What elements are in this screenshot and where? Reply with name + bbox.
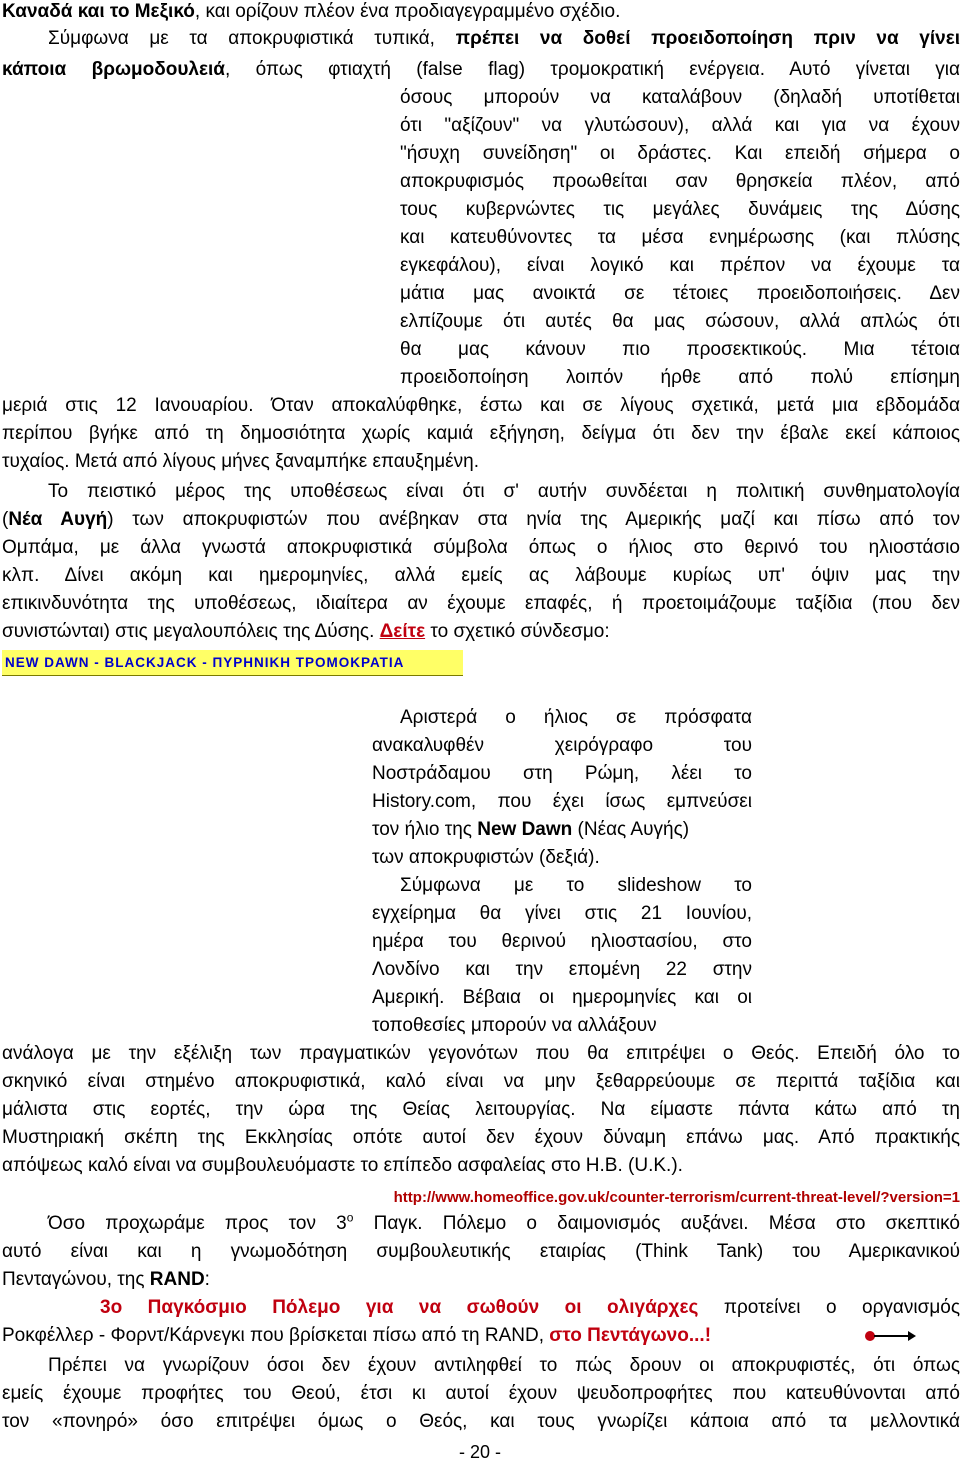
text-line (48, 27, 960, 51)
text-line (2, 58, 960, 82)
text-line: τον «πονηρό» όσο επιτρέψει όμως ο Θεός, και τους γνωρίζει κάποια από τα μελλοντικά (2, 1411, 960, 1432)
text-line: αποκρυφισμός προωθείται σαν θρησκεία πλέον, από (400, 171, 960, 192)
rand-link-line (100, 1296, 960, 1320)
text-segment: συνιστώνται) στις μεγαλουπόλεις της Δύσης. (2, 621, 380, 642)
highlight-text[interactable]: Δείτε (379, 621, 426, 642)
text-line: όσους μπορούν να καταλάβουν (δηλαδή υποτίθεται (400, 87, 960, 108)
text-line: "ήσυχη συνείδηση" οι δράστες. Και επειδή σήμερα ο (400, 143, 960, 164)
text-line: τοποθεσίες μπορούν να αλλάξουν (372, 1015, 657, 1036)
threat-level-link[interactable]: http://www.homeoffice.gov.uk/counter-terrorism/current-threat-level/?version=1 (393, 1189, 960, 1206)
text-line: Ομπάμα, με άλλα γνωστά αποκρυφιστικά σύμβολα όπως ο ήλιος στο θερινό του ηλιοστάσιο (2, 537, 960, 558)
text-line (2, 0, 960, 24)
text-line: μεριά στις 12 Ιανουαρίου. Όταν αποκαλύφθηκε, έστω και σε λίγους σχετικά, μετά μια εβδομάδα (2, 395, 960, 416)
text-line: History.com, που έχει ίσως εμπνεύσει (372, 791, 752, 812)
text-line: εγχείρημα θα γίνει στις 21 Ιουνίου, (372, 903, 752, 924)
text-line: Σύμφωνα με το slideshow το (400, 875, 752, 896)
text-line: Αμερική. Βέβαια οι ημερομηνίες και οι (372, 987, 752, 1008)
text-segment: τον ήλιο της (372, 819, 478, 840)
text-line: θα μας κάνουν πιο προσεκτικούς. Μια τέτοια (400, 339, 960, 360)
text-line: Μυστηριακή σκέπη της Εκκλησίας οπότε αυτοί δεν έχουν δύναμη επάνω μας. Από πρακτικής (2, 1127, 960, 1148)
text-line: Λονδίνο και την επομένη 22 στην (372, 959, 752, 980)
text-segment: Ροκφέλλερ - Φορντ/Κάρνεγκι που βρίσκεται πίσω από τη RAND, (2, 1325, 550, 1346)
bold-text: RAND (149, 1269, 205, 1290)
bold-text: κάποια βρωμοδουλειά (2, 59, 225, 80)
bold-text: Καναδά και το Μεξικό (2, 1, 195, 22)
text-line: Αριστερά ο ήλιος σε πρόσφατα (400, 707, 752, 728)
text-line: Νοστράδαμου στη Ρώμη, λέει το (372, 763, 752, 784)
text-line: μάλιστα στις εορτές, την ώρα της Θείας λειτουργίας. Να είμαστε πάντα κάτω από τη (2, 1099, 960, 1120)
text-segment: ) των αποκρυφιστών που ανέβηκαν στα ηνία της Αμερικής μαζί και πίσω από τον (107, 509, 960, 530)
text-line (48, 1212, 960, 1236)
text-line: Το πειστικό μέρος της υποθέσεως είναι ότι σ' αυτήν συνδέεται η πολιτική συνθηματολογία (48, 481, 960, 502)
new-dawn-link[interactable]: NEW DAWN - BLACKJACK - ΠΥΡΗΝΙΚΗ ΤΡΟΜΟΚΡΑΤΙΑ (2, 650, 463, 676)
text-line: επικινδυνότητα της υποθέσεως, ιδιαίτερα αν έχουμε επαφές, ή προετοιμάζουμε ταξίδια (που δεν (2, 593, 960, 614)
text-line (2, 1324, 711, 1348)
text-line: ότι "αξίζουν" να γλυτώσουν), αλλά και για να έχουν (400, 115, 960, 136)
arrow-bullet-icon (860, 1324, 920, 1348)
text-line (2, 1268, 210, 1292)
text-line: προειδοποίηση λοιπόν ήρθε από πολύ επίσημη (400, 367, 960, 388)
text-line: αυτό είναι και η γνωμοδότηση συμβουλευτικής εταιρίας (Think Tank) του Αμερικανικού (2, 1241, 960, 1262)
text-segment: , και ορίζουν πλέον ένα προδιαγεγραμμένο σχέδιο. (194, 1, 621, 22)
text-line: σκηνικό είναι στημένο αποκρυφιστικά, καλό είναι να μην ξεθαρρεύουμε σε περιττά ταξίδια και (2, 1071, 960, 1092)
text-line: Πρέπει να γνωρίζουν όσοι δεν έχουν αντιληφθεί το πώς δρουν οι αποκρυφιστές, ότι όπως (48, 1355, 960, 1376)
text-segment: Σύμφωνα με τα αποκρυφιστικά τυπικά, (48, 28, 456, 49)
text-line: ανακαλυφθέν χειρόγραφο του (372, 735, 752, 756)
text-line: μάτια μας ανοικτά σε τέτοιες προειδοποιήσεις. Δεν (400, 283, 960, 304)
bold-text: πρέπει να δοθεί προειδοποίηση πριν να γίνει (455, 28, 960, 49)
superscript: ο (346, 1210, 354, 1225)
text-line: κλπ. Δίνει ακόμη και ημερομηνίες, αλλά εμείς ας λάβουμε κυρίως υπ' όψιν μας την (2, 565, 960, 586)
page-number: - 20 - (458, 1442, 501, 1462)
text-line (2, 508, 960, 532)
text-line: απόψεως καλό είναι να συμβουλευόμαστε το επίπεδο ασφαλείας στο Η.Β. (U.K.). (2, 1155, 683, 1176)
text-line: ημέρα του θερινού ηλιοστασίου, στο (372, 931, 752, 952)
text-segment: (Νέας Αυγής) (572, 819, 690, 840)
bold-text: Νέα Αυγή (8, 509, 108, 530)
text-segment: Παγκ. Πόλεμο ο δαιμονισμός αυξάνει. Μέσα στο σκεπτικό (353, 1213, 960, 1234)
text-segment: : (204, 1269, 210, 1290)
text-line: και κατευθύνοντες τα μέσα ενημέρωσης (και πλύσης (400, 227, 960, 248)
text-line: περίπου βγήκε από τη δημοσιότητα χωρίς καμιά εξήγηση, δείγμα ότι δεν την έβαλε εκεί κάποιος (2, 423, 960, 444)
highlight-text: 3ο Παγκόσμιο Πόλεμο για να σωθούν οι ολιγάρχες (100, 1297, 699, 1318)
text-line: εγκεφάλου), είναι λογικό και πρέπον να έχουμε τα (400, 255, 960, 276)
text-segment: , όπως φτιαχτή (false flag) τρομοκρατική ενέργεια. Αυτό γίνεται για (224, 59, 960, 80)
text-line (2, 620, 610, 644)
highlight-text: στο Πεντάγωνο...! (549, 1325, 712, 1346)
text-segment: Όσο προχωράμε προς τον 3 (48, 1213, 347, 1234)
text-segment: προτείνει ο οργανισμός (698, 1297, 960, 1318)
text-line: τυχαίος. Μετά από λίγους μήνες ξαναμπήκε επαυξημένη. (2, 451, 479, 472)
text-line: εμείς έχουμε προφήτες του Θεού, έτσι κι αυτοί έχουν ψευδοπροφήτες που κατευθύνονται από (2, 1383, 960, 1404)
text-line: τους κυβερνώντες τις μεγάλες δυνάμεις της Δύσης (400, 199, 960, 220)
text-segment: Πενταγώνου, της (2, 1269, 150, 1290)
text-line (372, 818, 689, 842)
text-segment: ( (2, 509, 9, 530)
text-line: των αποκρυφιστών (δεξιά). (372, 847, 600, 868)
text-line: ανάλογα με την εξέλιξη των πραγματικών γεγονότων που θα επιτρέψει ο Θεός. Επειδή όλο το (2, 1043, 960, 1064)
bold-text: New Dawn (477, 819, 573, 840)
text-segment: το σχετικό σύνδεσμο: (425, 621, 610, 642)
text-line: ελπίζουμε ότι αυτές θα μας σώσουν, αλλά απλώς ότι (400, 311, 960, 332)
